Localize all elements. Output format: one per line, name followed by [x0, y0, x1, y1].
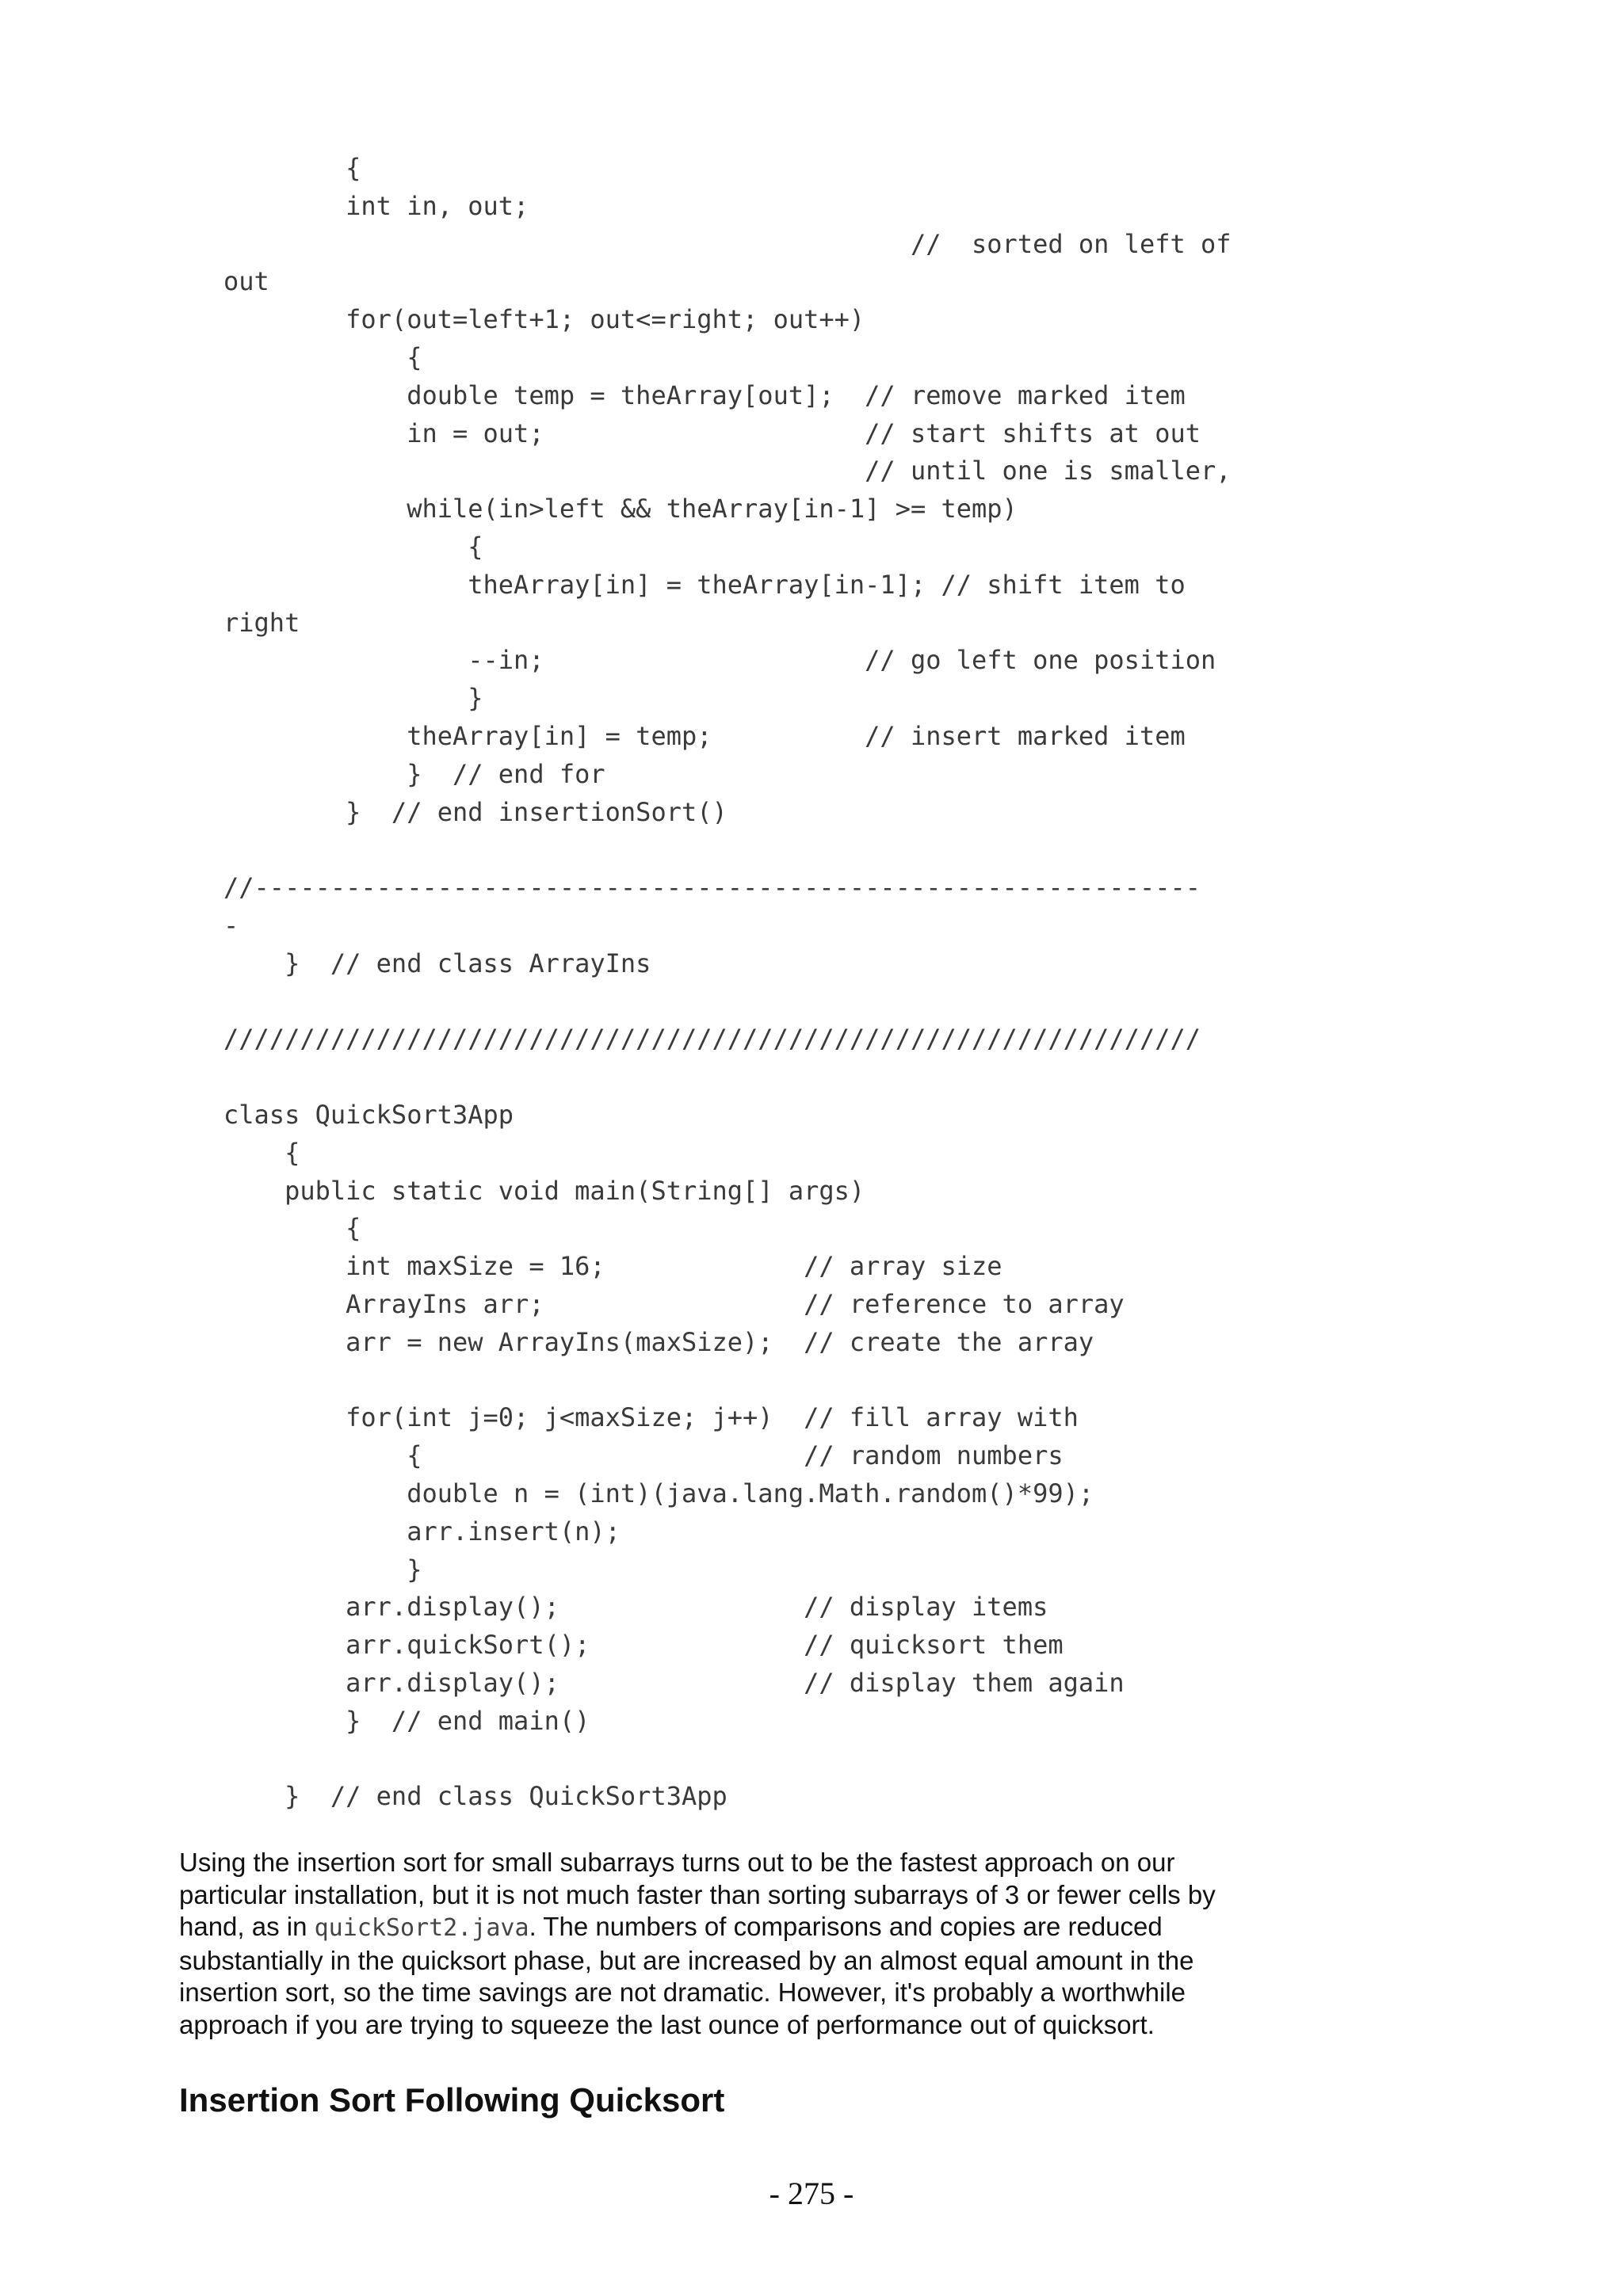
code-line: --in; // go left one position — [223, 645, 1216, 676]
code-line: int in, out; — [223, 190, 529, 221]
code-line: in = out; // start shifts at out — [223, 418, 1201, 448]
code-line: } // end class ArrayIns — [223, 948, 651, 978]
code-line: theArray[in] = theArray[in-1]; // shift item to — [223, 569, 1186, 600]
code-line: ArrayIns arr; // reference to array — [223, 1289, 1125, 1319]
inline-code-filename: quickSort2.java — [314, 1914, 529, 1942]
code-line: { — [223, 532, 483, 562]
code-line: { // random numbers — [223, 1440, 1064, 1471]
code-line: // sorted on left of — [223, 228, 1232, 259]
body-paragraph — [179, 1847, 1265, 2041]
code-line: class QuickSort3App — [223, 1100, 514, 1130]
code-line: } // end main() — [223, 1705, 590, 1736]
code-line: public static void main(String[] args) — [223, 1175, 865, 1206]
code-line: } // end class QuickSort3App — [223, 1781, 727, 1812]
code-line: - — [223, 910, 239, 940]
code-line: arr = new ArrayIns(maxSize); // create the array — [223, 1326, 1094, 1357]
page-number: - 275 - — [769, 2176, 854, 2211]
code-line: for(out=left+1; out<=right; out++) — [223, 304, 865, 335]
code-line: { — [223, 153, 361, 183]
code-line: } — [223, 683, 483, 714]
code-line: double temp = theArray[out]; // remove marked item — [223, 379, 1186, 410]
section-heading: Insertion Sort Following Quicksort — [179, 2081, 725, 2119]
paragraph-text-after: . The numbers of comparisons and copies are reduced substantially in the quicksort phase, but are increased by an almost equal amount in the insertion sort, so the time savings are not dramatic. However, it's probably a worthwhile approach if you are trying to squeeze the last ounce of performance out of quicksort. — [179, 1912, 1194, 2039]
code-line: { — [223, 1213, 361, 1244]
code-line: out — [223, 266, 269, 297]
code-line: arr.quickSort(); // quicksort them — [223, 1630, 1064, 1661]
code-line: arr.display(); // display them again — [223, 1668, 1125, 1698]
code-line: arr.display(); // display items — [223, 1592, 1048, 1623]
code-line: { — [223, 342, 422, 372]
code-line: double n = (int)(java.lang.Math.random()*99); — [223, 1478, 1094, 1508]
code-line: { — [223, 1137, 300, 1168]
code-line: //-------------------------------------------------------------- — [223, 872, 1201, 903]
code-line: } — [223, 1554, 422, 1585]
code-line: theArray[in] = temp; // insert marked item — [223, 721, 1186, 751]
code-line: int maxSize = 16; // array size — [223, 1251, 1002, 1282]
code-line: } // end for — [223, 758, 605, 789]
paragraph-text-before: Using the insertion sort for small subarrays turns out to be the fastest approach on our particular installation, but it is not much faster than sorting subarrays of 3 or fewer cells by hand, as in — [179, 1848, 1216, 1941]
code-line: //////////////////////////////////////////////////////////////// — [223, 1024, 1201, 1055]
code-line: while(in>left && theArray[in-1] >= temp) — [223, 494, 1018, 524]
code-line: // until one is smaller, — [223, 456, 1232, 486]
code-line: for(int j=0; j<maxSize; j++) // fill array with — [223, 1402, 1079, 1433]
code-line: right — [223, 607, 300, 638]
code-line: arr.insert(n); — [223, 1516, 621, 1547]
code-line: } // end insertionSort() — [223, 796, 727, 827]
